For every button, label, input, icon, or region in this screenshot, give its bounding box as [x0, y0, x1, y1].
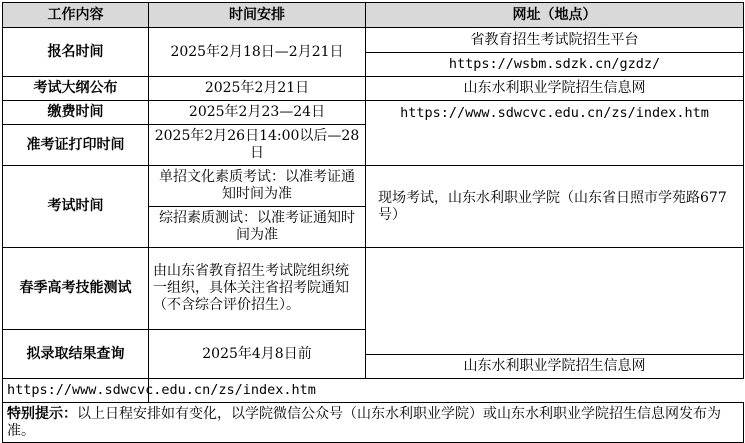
table-row — [3, 248, 744, 330]
spring-exam-empty-cell — [366, 248, 744, 355]
special-note — [3, 403, 744, 443]
table-row — [3, 28, 744, 53]
header-work-content: 工作内容 — [3, 3, 149, 28]
payment-url-link[interactable]: https://www.sdwcvc.edu.cn/zs/index.htm — [366, 101, 744, 166]
registration-url-link[interactable]: https://wsbm.sdzk.cn/gzdz/ — [366, 53, 744, 77]
syllabus-time: 2025年2月21日 — [149, 77, 366, 101]
syllabus-label: 考试大纲公布 — [3, 77, 149, 101]
table-row — [3, 166, 744, 207]
note-row — [3, 403, 744, 443]
spring-exam-label: 春季高考技能测试 — [3, 248, 149, 330]
exam-label: 考试时间 — [3, 166, 149, 248]
spring-exam-time: 由山东省教育招生考试院组织统一组织，具体关注省招考院通知（不含综合评价招生）。 — [149, 248, 366, 330]
table-row — [3, 77, 744, 101]
registration-site-name: 省教育招生考试院招生平台 — [366, 28, 744, 53]
table-row — [3, 101, 744, 125]
admission-ticket-time: 2025年2月26日14:00以后—28日 — [149, 125, 366, 166]
results-site-name: 山东水利职业学院招生信息网 — [366, 355, 744, 379]
payment-label: 缴费时间 — [3, 101, 149, 125]
schedule-table — [2, 2, 744, 443]
admission-ticket-label: 准考证打印时间 — [3, 125, 149, 166]
exam-location: 现场考试，山东水利职业学院（山东省日照市学苑路677号） — [366, 166, 744, 248]
payment-time: 2025年2月23—24日 — [149, 101, 366, 125]
exam-time-culture: 单招文化素质考试：以准考证通知时间为准 — [149, 166, 366, 207]
registration-time: 2025年2月18日—2月21日 — [149, 28, 366, 77]
table-row — [3, 379, 744, 403]
note-text: 以上日程安排如有变化，以学院微信公众号（山东水利职业学院）或山东水利职业学院招生信息网发布为准。 — [7, 405, 721, 439]
exam-time-quality: 综招素质测试：以准考证通知时间为准 — [149, 207, 366, 248]
results-label: 拟录取结果查询 — [3, 330, 149, 379]
syllabus-site-name: 山东水利职业学院招生信息网 — [366, 77, 744, 101]
note-label: 特别提示： — [7, 405, 77, 422]
results-time: 2025年4月8日前 — [149, 330, 366, 379]
registration-label: 报名时间 — [3, 28, 149, 77]
results-url-link[interactable]: https://www.sdwcvc.edu.cn/zs/index.htm — [3, 379, 149, 403]
header-website-location: 网址（地点） — [366, 3, 744, 28]
header-time-schedule: 时间安排 — [149, 3, 366, 28]
header-row — [3, 3, 744, 28]
